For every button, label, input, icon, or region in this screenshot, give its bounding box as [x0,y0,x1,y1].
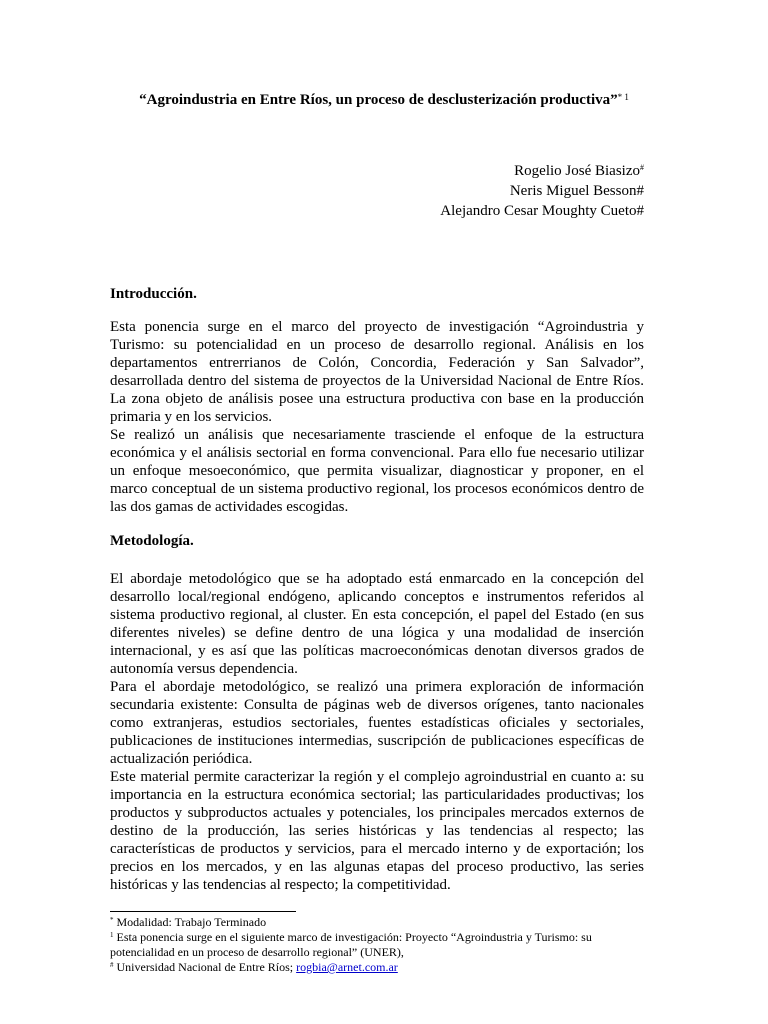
author-name: Rogelio José Biasizo [514,163,640,179]
footnote [110,915,650,930]
paragraph: Esta ponencia surge en el marco del proyecto de investigación “Agroindustria y Turismo: su potencialidad en un proceso de desarrollo regional. Análisis en los departamentos entrerrianos de Colón, Concordia, Federación y San Salvador”, desarrollada dentro del sistema de proyectos de la Universidad Nacional de Entre Ríos. La zona objeto de análisis posee una estructura productiva con base en la producción primaria y en los servicios. [110,319,644,425]
footnote-divider [110,911,296,912]
author-mark: # [640,163,644,172]
author-name: Alejandro Cesar Moughty Cueto# [440,203,644,219]
email-link[interactable]: rogbia@arnet.com.ar [296,960,398,974]
paragraph: Este material permite caracterizar la región y el complejo agroindustrial en cuanto a: su importancia en la estructura económica sectorial; las particularidades productivas; los productos y subproductos actuales y potenciales, los principales mercados externos de destino de la producción, las series históricas y las tendencias al respecto; las características de productos y servicios, para el mercado interno y de exportación; los precios en los mercados, y en las algunas etapas del proceso productivo, las series históricas y las tendencias al respecto; la competitividad. [110,769,644,893]
footnote-text: Universidad Nacional de Entre Ríos; [113,960,297,974]
author-list [440,161,644,221]
footnote-mark: 1 [110,931,114,939]
author-name: Neris Miguel Besson# [509,183,644,199]
footnotes [110,915,650,975]
section-heading-metodologia: Metodología. [110,533,194,549]
footnote [110,960,650,975]
author-line [440,201,644,221]
author-line [440,181,644,201]
paragraph: Se realizó un análisis que necesariamente trasciende el enfoque de la estructura económica y el análisis sectorial en forma convencional. Para ello fue necesario utilizar un enfoque mesoeconómico, que permita visualizar, diagnosticar y proponer, en el marco conceptual de un sistema productivo regional, los procesos económicos dentro de las dos gamas de actividades escogidas. [110,427,644,515]
footnote [110,930,650,960]
footnote-text: Esta ponencia surge en el siguiente marco de investigación: Proyecto “Agroindustria y Turismo: su potencialidad en un proceso de desarrollo regional” (UNER), [110,930,592,959]
section-heading-introduccion: Introducción. [110,286,197,302]
section-body-metodologia [110,570,644,894]
paper-title-text: “Agroindustria en Entre Ríos, un proceso de desclusterización productiva” [139,92,618,108]
title-footnote-marks: * 1 [617,92,629,102]
footnote-mark: # [110,961,114,969]
paragraph: Para el abordaje metodológico, se realizó una primera exploración de información secundaria existente: Consulta de páginas web de diversos orígenes, tanto nacionales como extranjeras, estudios sectoriales, fuentes estadísticas oficiales y sectoriales, publicaciones de instituciones intermedias, suscripción de publicaciones específicas de actualización periódica. [110,679,644,767]
paper-title [0,90,768,110]
paragraph: El abordaje metodológico que se ha adoptado está enmarcado en la concepción del desarrollo local/regional endógeno, aplicando conceptos e instrumentos referidos al sistema productivo regional, al cluster. En esta concepción, el papel del Estado (en sus diferentes niveles) se define dentro de una lógica y una modalidad de inserción internacional, y es así que las políticas macroeconómicas denotan diversos grados de autonomía versus dependencia. [110,571,644,677]
footnote-text: Modalidad: Trabajo Terminado [113,915,267,929]
author-line [440,161,644,181]
section-body-introduccion [110,318,644,516]
footnote-mark: * [110,916,114,924]
